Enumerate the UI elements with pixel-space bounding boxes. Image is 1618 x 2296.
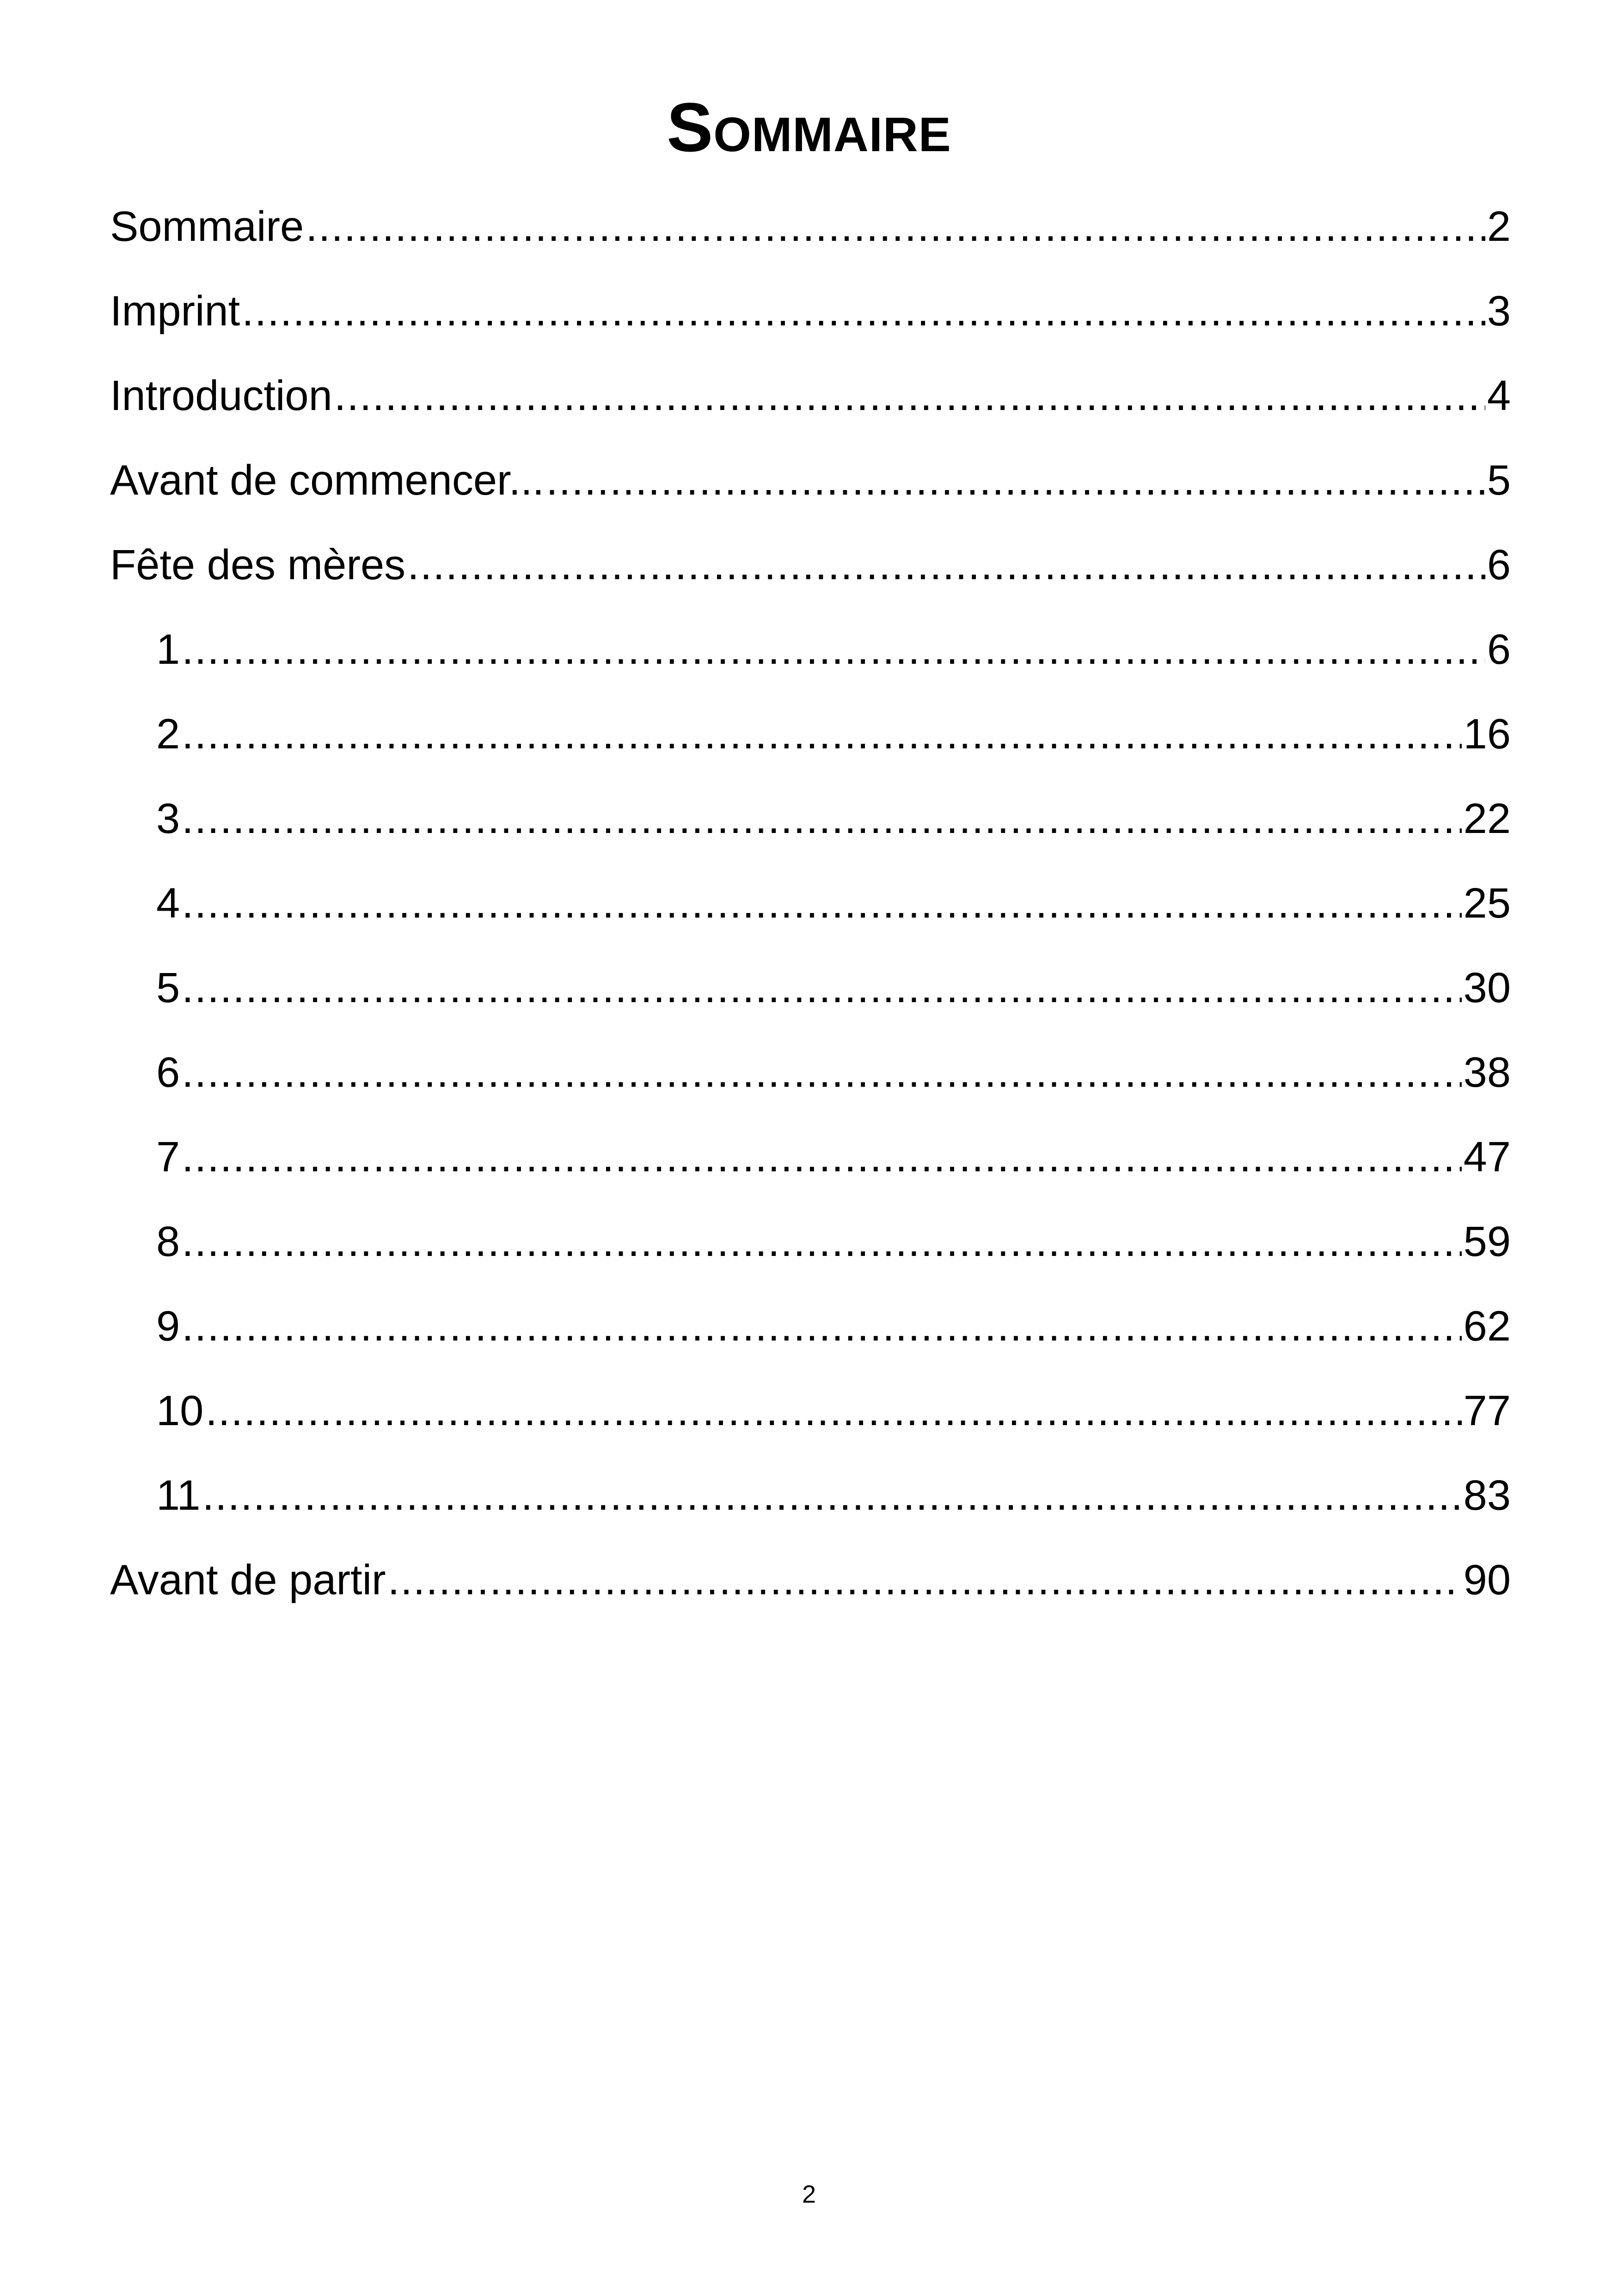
toc-entry[interactable] [110,1550,1511,1635]
dot-leader [182,1127,1461,1187]
toc-entry-label: Avant de commencer... [110,457,545,504]
toc-entry-page: 62 [1463,1303,1511,1350]
toc-entry-page: 77 [1463,1387,1511,1434]
toc-subentry[interactable] [110,1212,1511,1296]
toc-entry-label: 8 [156,1218,180,1265]
toc-entry-label: 2 [156,710,180,758]
toc-entry-page: 47 [1463,1133,1511,1181]
toc-entry-page: 2 [1487,203,1511,250]
toc-entry-label: 10 [156,1387,204,1434]
toc-entry-page: 16 [1463,710,1511,758]
toc-subentry[interactable] [110,958,1511,1042]
dot-leader [388,1550,1462,1610]
page-title: Sommaire [667,88,951,166]
dot-leader [334,366,1485,426]
toc-entry-page: 25 [1463,880,1511,927]
dot-leader [407,535,1485,595]
toc-entry-label: 11 [156,1472,201,1519]
dot-leader [202,1465,1462,1525]
toc-entry-label: 9 [156,1303,180,1350]
toc-entry-label: 4 [156,880,180,927]
toc-subentry[interactable] [110,619,1511,704]
toc-entry[interactable] [110,196,1511,281]
dot-leader [182,958,1461,1018]
toc-entry-label: 3 [156,795,180,842]
toc-entry[interactable] [110,366,1511,450]
toc-entry-page: 83 [1463,1472,1511,1519]
toc-entry-page: 59 [1463,1218,1511,1265]
toc-subentry[interactable] [110,1296,1511,1381]
toc-entry-label: Sommaire [110,203,304,250]
toc-entry-label: Introduction [110,372,332,419]
toc-subentry[interactable] [110,1381,1511,1465]
toc-subentry[interactable] [110,789,1511,873]
toc-subentry[interactable] [110,873,1511,958]
toc-entry-page: 38 [1463,1049,1511,1096]
toc-entry[interactable] [110,450,1511,535]
dot-leader [242,281,1485,341]
dot-leader [182,789,1461,849]
toc-entry-page: 90 [1463,1556,1511,1604]
dot-leader [205,1381,1461,1441]
dot-leader [182,1296,1461,1356]
toc-entry-page: 6 [1487,541,1511,588]
toc-entry-page: 6 [1487,626,1511,673]
toc-entry-label: Avant de partir [110,1556,386,1604]
dot-leader [182,619,1485,680]
dot-leader [182,1042,1461,1102]
toc-entry-page: 3 [1487,288,1511,335]
toc-entry-page: 5 [1487,457,1511,504]
toc-subentry[interactable] [110,1042,1511,1127]
page-number: 2 [802,2180,816,2208]
dot-leader [306,196,1485,257]
toc-entry-page: 30 [1463,964,1511,1011]
toc-entry-page: 22 [1463,795,1511,842]
toc-subentry[interactable] [110,1465,1511,1550]
toc-entry-label: 1 [156,626,180,673]
toc-subentry[interactable] [110,704,1511,789]
toc-entry-label: 7 [156,1133,180,1181]
dot-leader [182,704,1461,764]
toc-entry-label: 5 [156,964,180,1011]
toc-entry-label: 6 [156,1049,180,1096]
toc-entry-label: Imprint [110,288,240,335]
dot-leader [182,1212,1461,1272]
toc-subentry[interactable] [110,1127,1511,1212]
toc-entry[interactable] [110,535,1511,619]
dot-leader [546,450,1485,510]
table-of-contents [110,196,1511,1635]
toc-entry-page: 4 [1487,372,1511,419]
toc-entry-label: Fête des mères [110,541,406,588]
toc-entry[interactable] [110,281,1511,366]
dot-leader [182,873,1461,933]
